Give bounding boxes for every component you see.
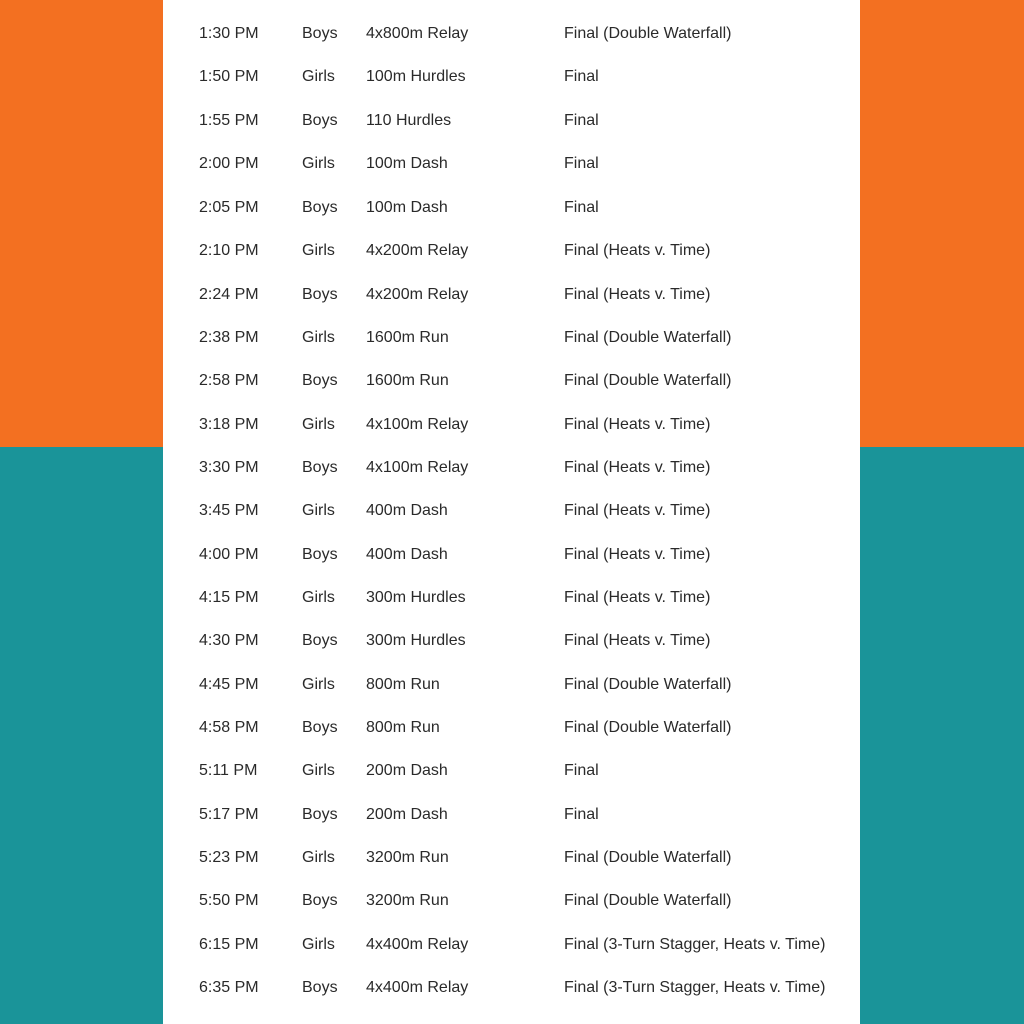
event-name: 400m Dash (366, 502, 448, 519)
event-round: Final (564, 806, 599, 823)
schedule-row (163, 626, 860, 656)
event-time: 3:30 PM (199, 459, 259, 476)
event-time: 2:10 PM (199, 242, 259, 259)
event-gender: Girls (302, 589, 335, 606)
event-time: 1:30 PM (199, 25, 259, 42)
schedule-row (163, 670, 860, 700)
event-time: 4:00 PM (199, 546, 259, 563)
event-time: 4:15 PM (199, 589, 259, 606)
event-round: Final (Heats v. Time) (564, 459, 711, 476)
event-time: 1:55 PM (199, 112, 259, 129)
event-time: 5:23 PM (199, 849, 259, 866)
schedule-row (163, 62, 860, 92)
event-gender: Boys (302, 286, 338, 303)
event-round: Final (Heats v. Time) (564, 589, 711, 606)
event-time: 5:17 PM (199, 806, 259, 823)
event-round: Final (Heats v. Time) (564, 546, 711, 563)
event-gender: Girls (302, 762, 335, 779)
event-time: 5:11 PM (199, 762, 258, 779)
schedule-row (163, 713, 860, 743)
event-time: 6:15 PM (199, 936, 259, 953)
event-round: Final (Heats v. Time) (564, 632, 711, 649)
schedule-row (163, 19, 860, 49)
event-gender: Boys (302, 372, 338, 389)
event-name: 800m Run (366, 676, 440, 693)
event-gender: Girls (302, 416, 335, 433)
event-round: Final (Double Waterfall) (564, 372, 732, 389)
event-time: 2:58 PM (199, 372, 259, 389)
event-name: 110 Hurdles (366, 112, 452, 129)
event-time: 4:45 PM (199, 676, 259, 693)
event-gender: Girls (302, 155, 335, 172)
event-time: 2:38 PM (199, 329, 259, 346)
event-gender: Boys (302, 979, 338, 996)
event-round: Final (Double Waterfall) (564, 892, 732, 909)
event-time: 3:18 PM (199, 416, 259, 433)
event-name: 1600m Run (366, 329, 449, 346)
event-gender: Boys (302, 892, 338, 909)
event-round: Final (Heats v. Time) (564, 416, 711, 433)
event-time: 2:00 PM (199, 155, 259, 172)
event-round: Final (Heats v. Time) (564, 242, 711, 259)
schedule-row (163, 453, 860, 483)
event-time: 2:05 PM (199, 199, 259, 216)
event-gender: Boys (302, 632, 338, 649)
event-name: 4x100m Relay (366, 416, 469, 433)
event-round: Final (Heats v. Time) (564, 286, 711, 303)
event-round: Final (3-Turn Stagger, Heats v. Time) (564, 979, 826, 996)
event-round: Final (Double Waterfall) (564, 25, 732, 42)
event-name: 800m Run (366, 719, 440, 736)
event-gender: Girls (302, 849, 335, 866)
event-gender: Girls (302, 676, 335, 693)
event-round: Final (564, 112, 599, 129)
event-time: 4:58 PM (199, 719, 259, 736)
event-time: 6:35 PM (199, 979, 259, 996)
event-gender: Girls (302, 502, 335, 519)
schedule-row (163, 106, 860, 136)
event-time: 5:50 PM (199, 892, 259, 909)
schedule-row (163, 843, 860, 873)
event-gender: Girls (302, 936, 335, 953)
event-name: 3200m Run (366, 849, 449, 866)
event-round: Final (3-Turn Stagger, Heats v. Time) (564, 936, 826, 953)
event-round: Final (564, 762, 599, 779)
schedule-row (163, 756, 860, 786)
event-name: 100m Dash (366, 199, 448, 216)
event-time: 2:24 PM (199, 286, 259, 303)
event-name: 300m Hurdles (366, 632, 466, 649)
schedule-row (163, 149, 860, 179)
event-name: 100m Dash (366, 155, 448, 172)
schedule-row (163, 886, 860, 916)
schedule-row (163, 930, 860, 960)
schedule-row (163, 193, 860, 223)
event-gender: Boys (302, 459, 338, 476)
schedule-row (163, 496, 860, 526)
event-time: 1:50 PM (199, 68, 259, 85)
schedule-row (163, 236, 860, 266)
event-name: 4x400m Relay (366, 936, 469, 953)
event-name: 200m Dash (366, 762, 448, 779)
event-gender: Girls (302, 242, 335, 259)
schedule-row (163, 410, 860, 440)
schedule-row (163, 540, 860, 570)
event-round: Final (Double Waterfall) (564, 719, 732, 736)
event-gender: Boys (302, 25, 338, 42)
event-round: Final (Double Waterfall) (564, 329, 732, 346)
event-name: 4x200m Relay (366, 286, 469, 303)
event-name: 4x100m Relay (366, 459, 469, 476)
schedule-row (163, 583, 860, 613)
event-gender: Boys (302, 546, 338, 563)
event-name: 4x800m Relay (366, 25, 469, 42)
event-round: Final (Double Waterfall) (564, 849, 732, 866)
event-name: 3200m Run (366, 892, 449, 909)
event-name: 4x400m Relay (366, 979, 469, 996)
event-gender: Boys (302, 806, 338, 823)
schedule-sheet (163, 0, 860, 1024)
schedule-row (163, 366, 860, 396)
schedule-row (163, 323, 860, 353)
schedule-row (163, 280, 860, 310)
schedule-row (163, 973, 860, 1003)
event-name: 200m Dash (366, 806, 448, 823)
event-time: 4:30 PM (199, 632, 259, 649)
event-round: Final (564, 155, 599, 172)
event-name: 300m Hurdles (366, 589, 466, 606)
event-gender: Girls (302, 329, 335, 346)
event-gender: Boys (302, 112, 338, 129)
event-time: 3:45 PM (199, 502, 259, 519)
event-gender: Boys (302, 199, 338, 216)
event-name: 100m Hurdles (366, 68, 466, 85)
event-name: 4x200m Relay (366, 242, 469, 259)
event-round: Final (Double Waterfall) (564, 676, 732, 693)
event-round: Final (564, 68, 599, 85)
event-name: 1600m Run (366, 372, 449, 389)
schedule-row (163, 800, 860, 830)
event-gender: Girls (302, 68, 335, 85)
event-round: Final (564, 199, 599, 216)
event-round: Final (Heats v. Time) (564, 502, 711, 519)
event-name: 400m Dash (366, 546, 448, 563)
event-gender: Boys (302, 719, 338, 736)
